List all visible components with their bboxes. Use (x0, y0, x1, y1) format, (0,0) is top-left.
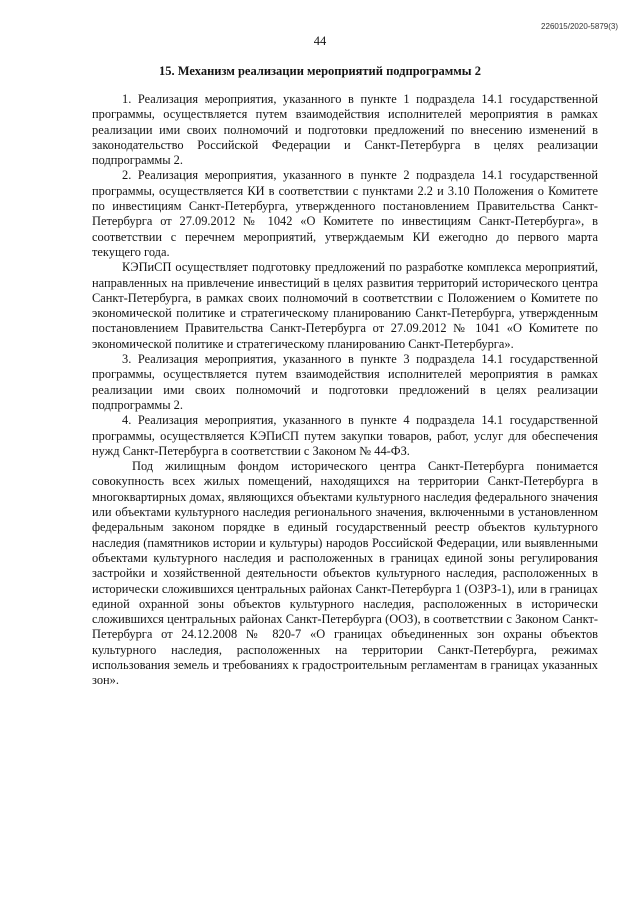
paragraph-2: 2. Реализация мероприятия, указанного в пункте 2 подраздела 14.1 государственной программы, осуществляется КИ в соответствии с пунктами 2.2 и 3.10 Положения о Комитете по инвестициям Санкт-Петербурга, утвержденного постановлением Правительства Санкт-Петербурга от 27.09.2012 № 1042 «О Комитете по инвестициям Санкт-Петербурга», в соответствии с перечнем мероприятий, утверждаемым КИ ежегодно до первого марта текущего года. (92, 168, 598, 259)
paragraph-5: 4. Реализация мероприятия, указанного в пункте 4 подраздела 14.1 государственной программы, осуществляется КЭПиСП путем закупки товаров, работ, услуг для обеспечения нужд Санкт-Петербурга в соответствии с Законом № 44-ФЗ. (92, 413, 598, 458)
paragraph-4: 3. Реализация мероприятия, указанного в пункте 3 подраздела 14.1 государственной программы, осуществляется путем взаимодействия исполнителей мероприятия в рамках реализации ими своих полномочий и подготовки предложений в целях реализации подпрограммы 2. (92, 352, 598, 412)
page-number: 44 (313, 34, 327, 48)
paragraph-6: Под жилищным фондом исторического центра Санкт-Петербурга понимается совокупность всех жилых помещений, находящихся на территории Санкт-Петербурга в многоквартирных домах, являющихся объектами культурного наследия федерального значения или объектами культурного наследия регионального значения, включенными в установленном федеральным законом порядке в единый государственный реестр объектов культурного наследия (памятников истории и культуры) народов Российской Федерации, или выявленными объектами культурного наследия и расположенных в границах единой зоны регулирования застройки и хозяйственной деятельности объектов культурного наследия, расположенных в исторически сложившихся центральных районах Санкт-Петербурга 1 (ОЗРЗ-1), или в границах единой охранной зоны объектов культурного наследия, расположенных в исторически сложившихся центральных районах Санкт-Петербурга (ООЗ), в соответствии с Законом Санкт-Петербурга от 24.12.2008 № 820-7 «О границах объединенных зон охраны объектов культурного наследия, расположенных на территории Санкт-Петербурга, режимах использования земель и требованиях к градостроительным регламентам в границах указанных зон». (92, 459, 598, 688)
paragraph-1: 1. Реализация мероприятия, указанного в пункте 1 подраздела 14.1 государственной программы, осуществляется путем взаимодействия исполнителей мероприятия в рамках реализации ими своих полномочий и подготовки предложений по внесению изменений в законодательство Российской Федерации и Санкт-Петербурга в целях реализации подпрограммы 2. (92, 92, 598, 168)
section-title: 15. Механизм реализации мероприятий подпрограммы 2 (159, 64, 481, 78)
document-body (92, 92, 598, 689)
document-id: 226015/2020-5879(3) (541, 22, 618, 31)
paragraph-3: КЭПиСП осуществляет подготовку предложений по разработке комплекса мероприятий, направленных на привлечение инвестиций в целях развития территорий исторического центра Санкт-Петербурга, в рамках своих полномочий в соответствии с Положением о Комитете по экономической политике и стратегическому планированию Санкт-Петербурга, утвержденным постановлением Правительства Санкт-Петербурга от 27.09.2012 № 1041 «О Комитете по экономической политике и стратегическому планированию Санкт-Петербурга». (92, 260, 598, 351)
